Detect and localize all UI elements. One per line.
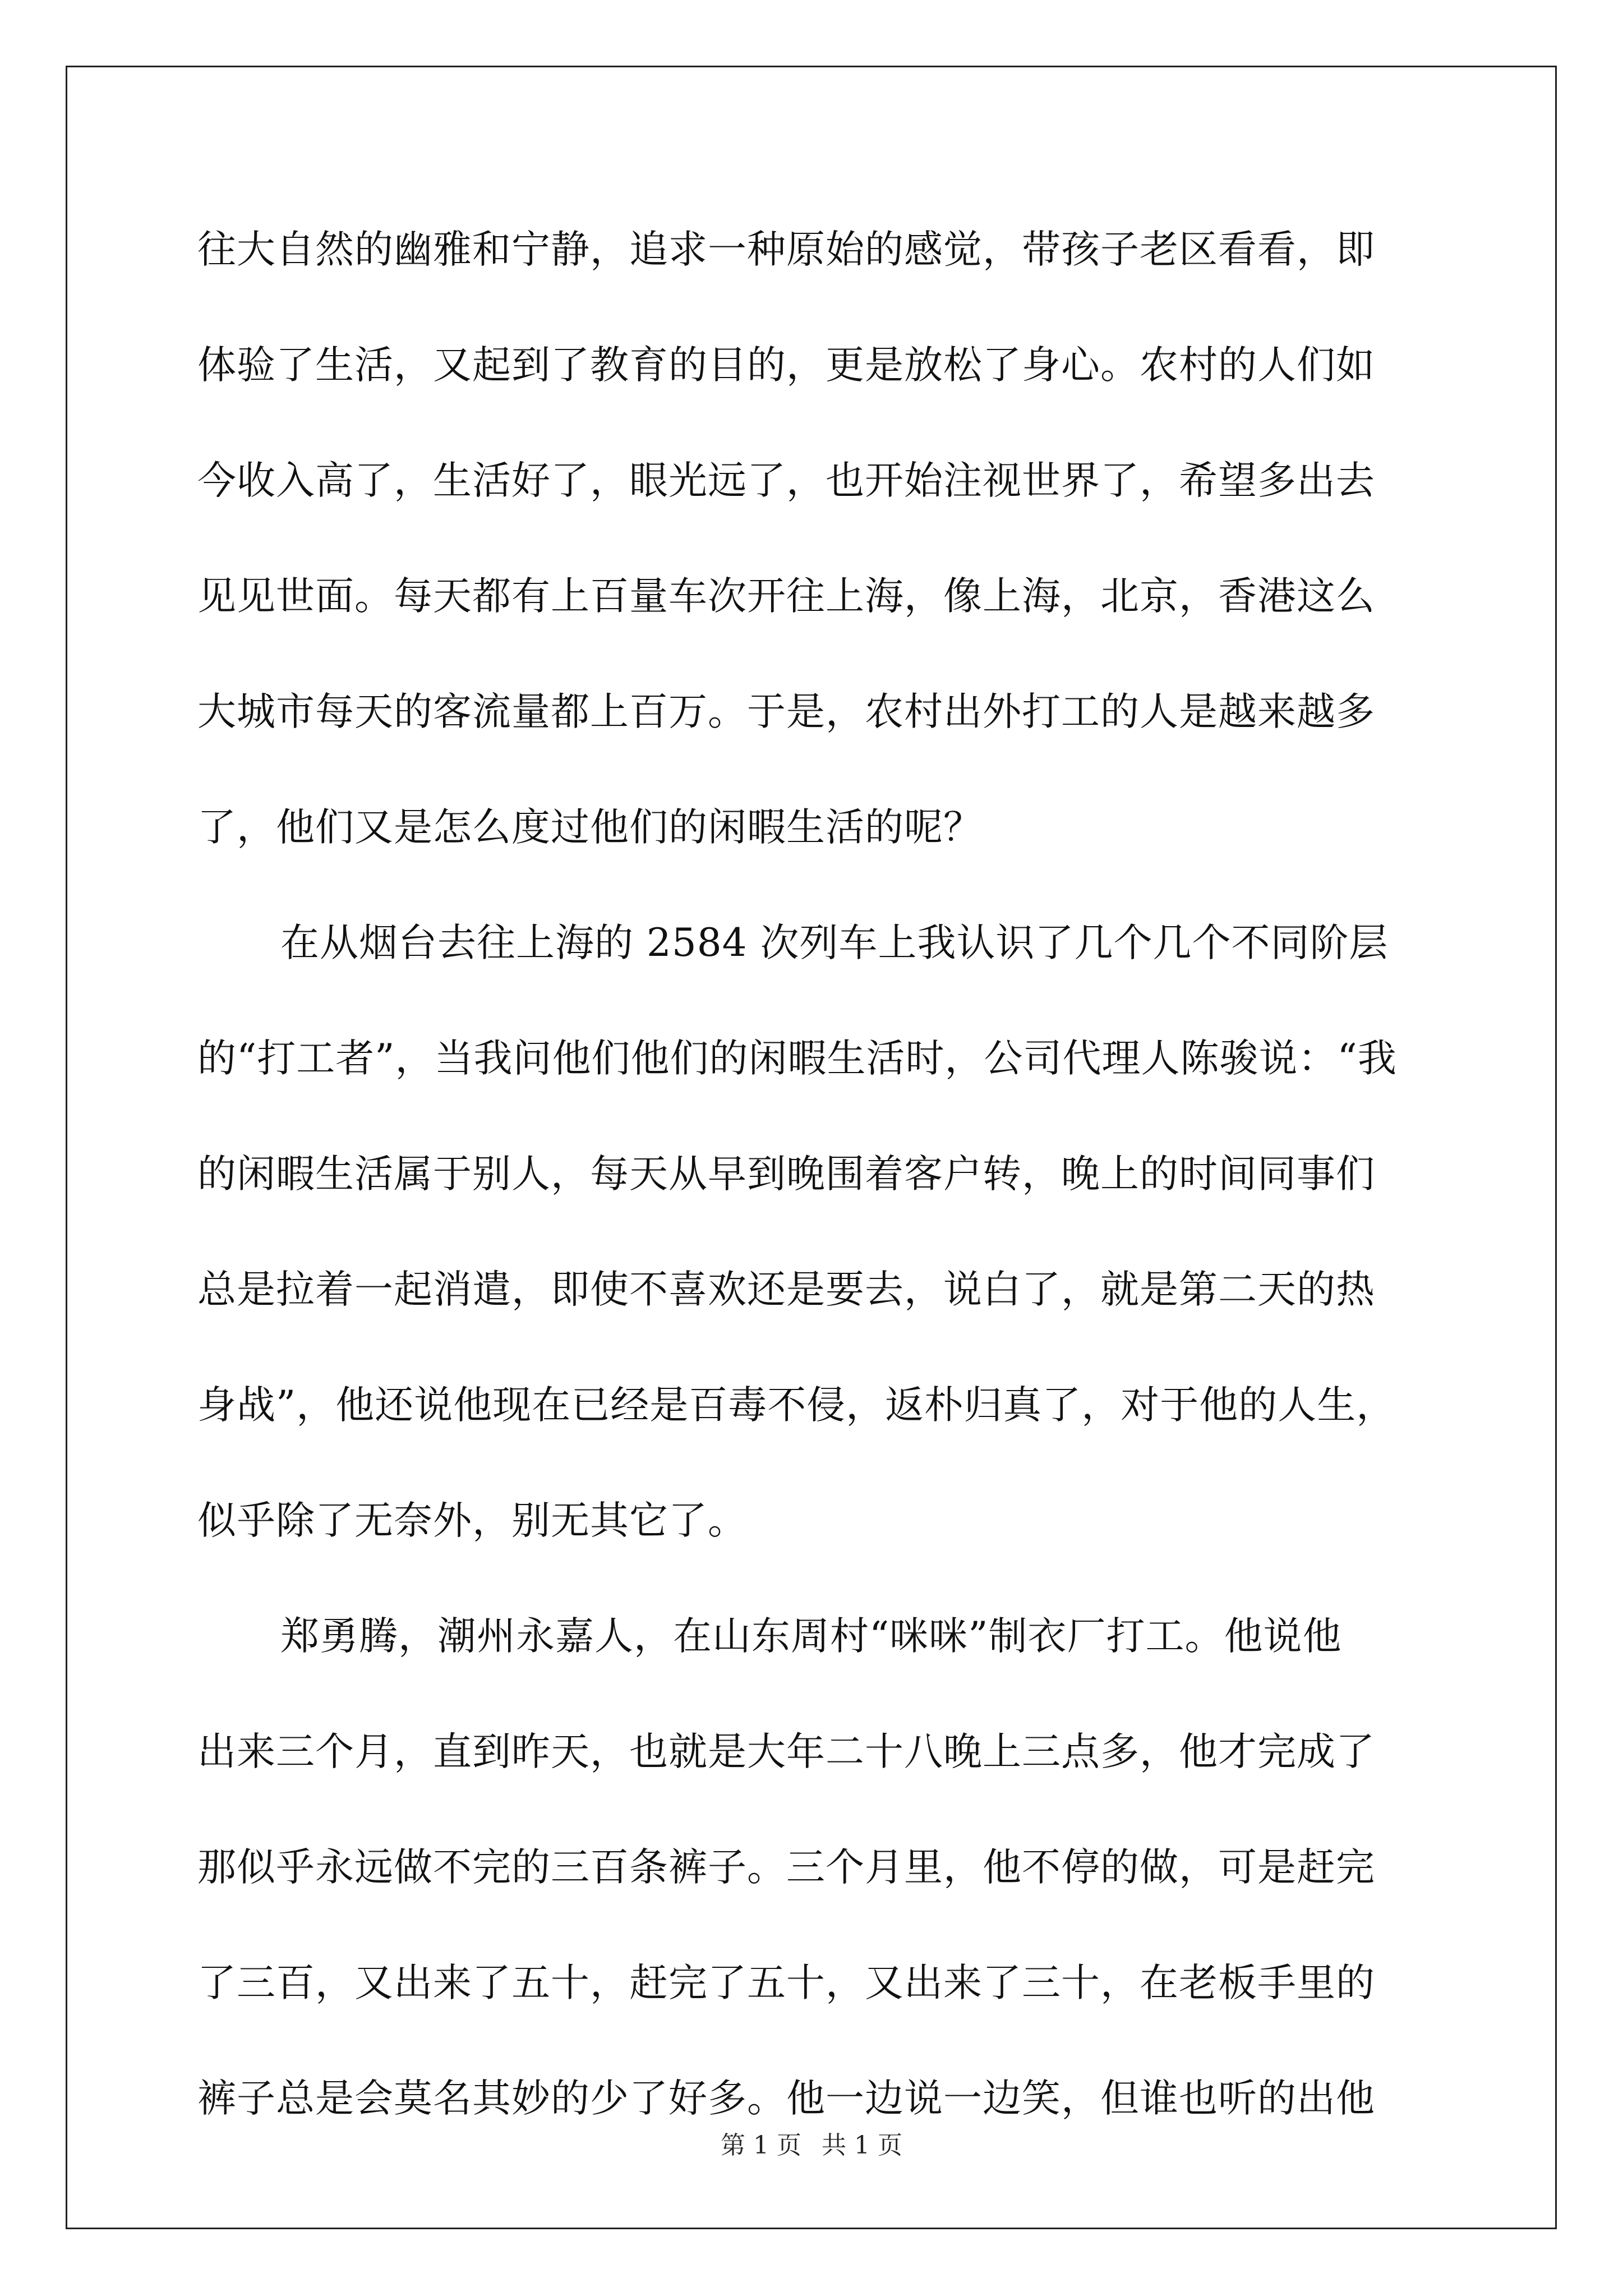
paragraph-first-line: 在从烟台去往上海的 2584 次列车上我认识了几个几个不同阶层 [280, 921, 1389, 965]
text-line: 了，他们又是怎么度过他们的闲暇生活的呢？ [197, 805, 983, 850]
text-line: 出来三个月，直到昨天，也就是大年二十八晚上三点多，他才完成了 [197, 1729, 1375, 1774]
text-line: 的“打工者”，当我问他们他们的闲暇生活时，公司代理人陈骏说：“我 [197, 1036, 1397, 1081]
text-line: 往大自然的幽雅和宁静，追求一种原始的感觉，带孩子老区看看，即 [197, 227, 1375, 272]
text-line: 似乎除了无奈外，别无其它了。 [197, 1498, 747, 1543]
text-line: 身战”，他还说他现在已经是百毒不侵，返朴归真了，对于他的人生， [197, 1383, 1396, 1428]
text-line: 大城市每天的客流量都上百万。于是，农村出外打工的人是越来越多 [197, 689, 1375, 734]
text-line: 体验了生活，又起到了教育的目的，更是放松了身心。农村的人们如 [197, 343, 1375, 388]
text-line: 了三百，又出来了五十，赶完了五十，又出来了三十，在老板手里的 [197, 1961, 1375, 2005]
text-line: 裤子总是会莫名其妙的少了好多。他一边说一边笑，但谁也听的出他 [197, 2076, 1375, 2121]
text-line: 见见世面。每天都有上百量车次开往上海，像上海，北京，香港这么 [197, 574, 1375, 619]
text-line: 总是拉着一起消遣，即使不喜欢还是要去，说白了，就是第二天的热 [197, 1267, 1375, 1312]
text-line: 那似乎永远做不完的三百条裤子。三个月里，他不停的做，可是赶完 [197, 1845, 1375, 1890]
text-line: 的闲暇生活属于别人，每天从早到晚围着客户转，晚上的时间同事们 [197, 1152, 1375, 1197]
page-footer [0, 2129, 1623, 2162]
page-number: 第 1 页 [721, 2131, 801, 2160]
paragraph-first-line: 郑勇腾，潮州永嘉人，在山东周村“咪咪”制衣厂打工。他说他 [280, 1614, 1342, 1659]
total-pages: 共 1 页 [822, 2131, 902, 2160]
text-line: 今收入高了，生活好了，眼光远了，也开始注视世界了，希望多出去 [197, 458, 1375, 503]
